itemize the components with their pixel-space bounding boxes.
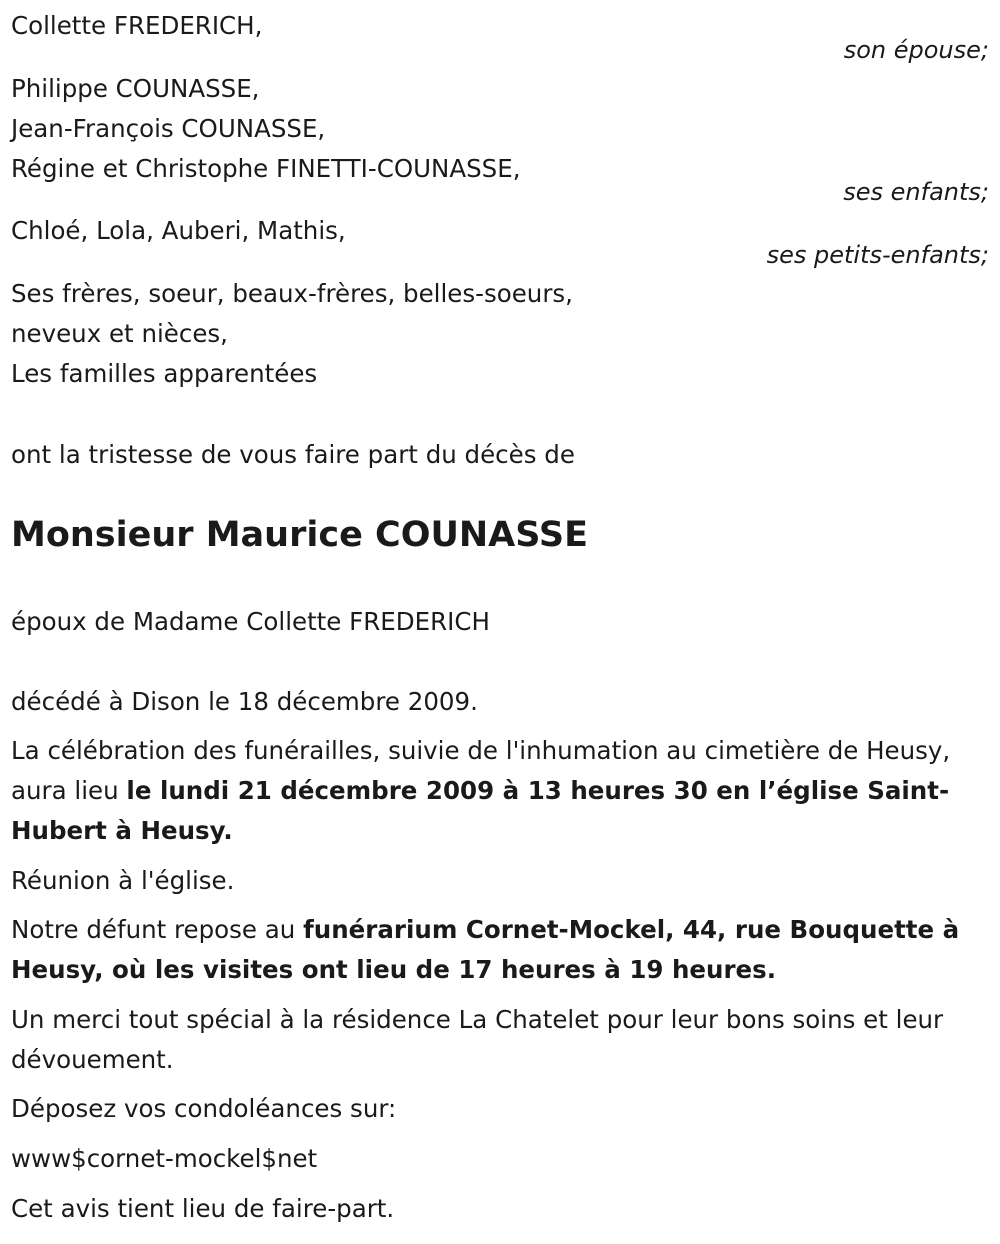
- closing-text: Cet avis tient lieu de faire-part.: [11, 1194, 395, 1223]
- visitation-details: funérarium Cornet-Mockel, 44, rue Bouquette à Heusy, où les visites ont lieu de 17 heures à 19 heures.: [11, 915, 960, 984]
- reunion-text: Réunion à l'église.: [11, 866, 235, 895]
- funeral-paragraph: [11, 731, 986, 851]
- child-name: Régine et Christophe FINETTI-COUNASSE,: [11, 154, 521, 183]
- visitation-intro: Notre défunt repose au: [11, 915, 304, 944]
- spouse-section: [11, 6, 989, 46]
- thanks-paragraph: Un merci tout spécial à la résidence La Chatelet pour leur bons soins et leur dévouement.: [11, 1005, 944, 1074]
- condolences-label: Déposez vos condoléances sur:: [11, 1094, 397, 1123]
- grandchildren-role: ses petits-enfants;: [766, 241, 989, 269]
- child-name: Philippe COUNASSE,: [11, 74, 260, 103]
- other-relatives-section: [11, 274, 989, 394]
- funeral-intro: La célébration des funérailles, suivie de l'inhumation au cimetière de Heusy, aura lieu: [11, 736, 951, 805]
- deceased-name: Monsieur Maurice COUNASSE: [11, 515, 589, 555]
- announcement-text: ont la tristesse de vous faire part du décès de: [11, 440, 575, 469]
- death-info: décédé à Dison le 18 décembre 2009.: [11, 687, 478, 716]
- funeral-details: le lundi 21 décembre 2009 à 13 heures 30 en l’église Saint-Hubert à Heusy.: [11, 776, 950, 845]
- children-role: ses enfants;: [843, 178, 989, 206]
- relatives-line: neveux et nièces,: [11, 319, 228, 348]
- deceased-spouse-line: époux de Madame Collette FREDERICH: [11, 607, 490, 636]
- grandchildren-names: Chloé, Lola, Auberi, Mathis,: [11, 216, 346, 245]
- relatives-line: Ses frères, soeur, beaux-frères, belles-soeurs,: [11, 279, 573, 308]
- visitation-paragraph: [11, 910, 986, 990]
- condolences-url: www$cornet-mockel$net: [11, 1144, 318, 1173]
- relatives-line: Les familles apparentées: [11, 359, 318, 388]
- children-section: [11, 69, 989, 189]
- child-name: Jean-François COUNASSE,: [11, 114, 326, 143]
- spouse-role: son épouse;: [843, 36, 989, 64]
- spouse-name: Collette FREDERICH,: [11, 11, 263, 40]
